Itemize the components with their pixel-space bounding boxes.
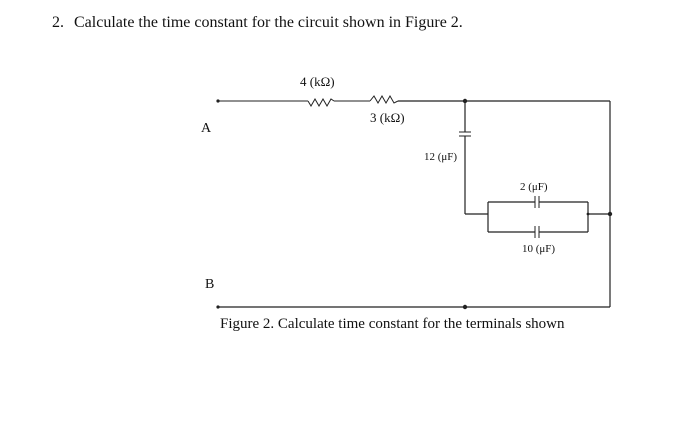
- label-terminal-b: B: [205, 277, 215, 292]
- label-terminal-a: A: [201, 121, 212, 136]
- node-bottom: [463, 305, 467, 309]
- label-capacitor-2uf: 2 (μF): [520, 181, 548, 193]
- question-text: Calculate the time constant for the circuit shown in Figure 2.: [74, 14, 463, 31]
- node-parallel-right: [587, 213, 590, 216]
- resistor-4k: [308, 99, 334, 106]
- label-capacitor-10uf: 10 (μF): [522, 243, 556, 255]
- label-resistor-3k: 3 (kΩ): [370, 110, 405, 125]
- label-resistor-4k: 4 (kΩ): [300, 74, 335, 89]
- question-number: 2.: [52, 14, 64, 31]
- resistor-3k: [370, 96, 398, 103]
- label-capacitor-12uf: 12 (μF): [424, 151, 458, 163]
- figure-caption: Figure 2. Calculate time constant for the terminals shown: [220, 316, 565, 332]
